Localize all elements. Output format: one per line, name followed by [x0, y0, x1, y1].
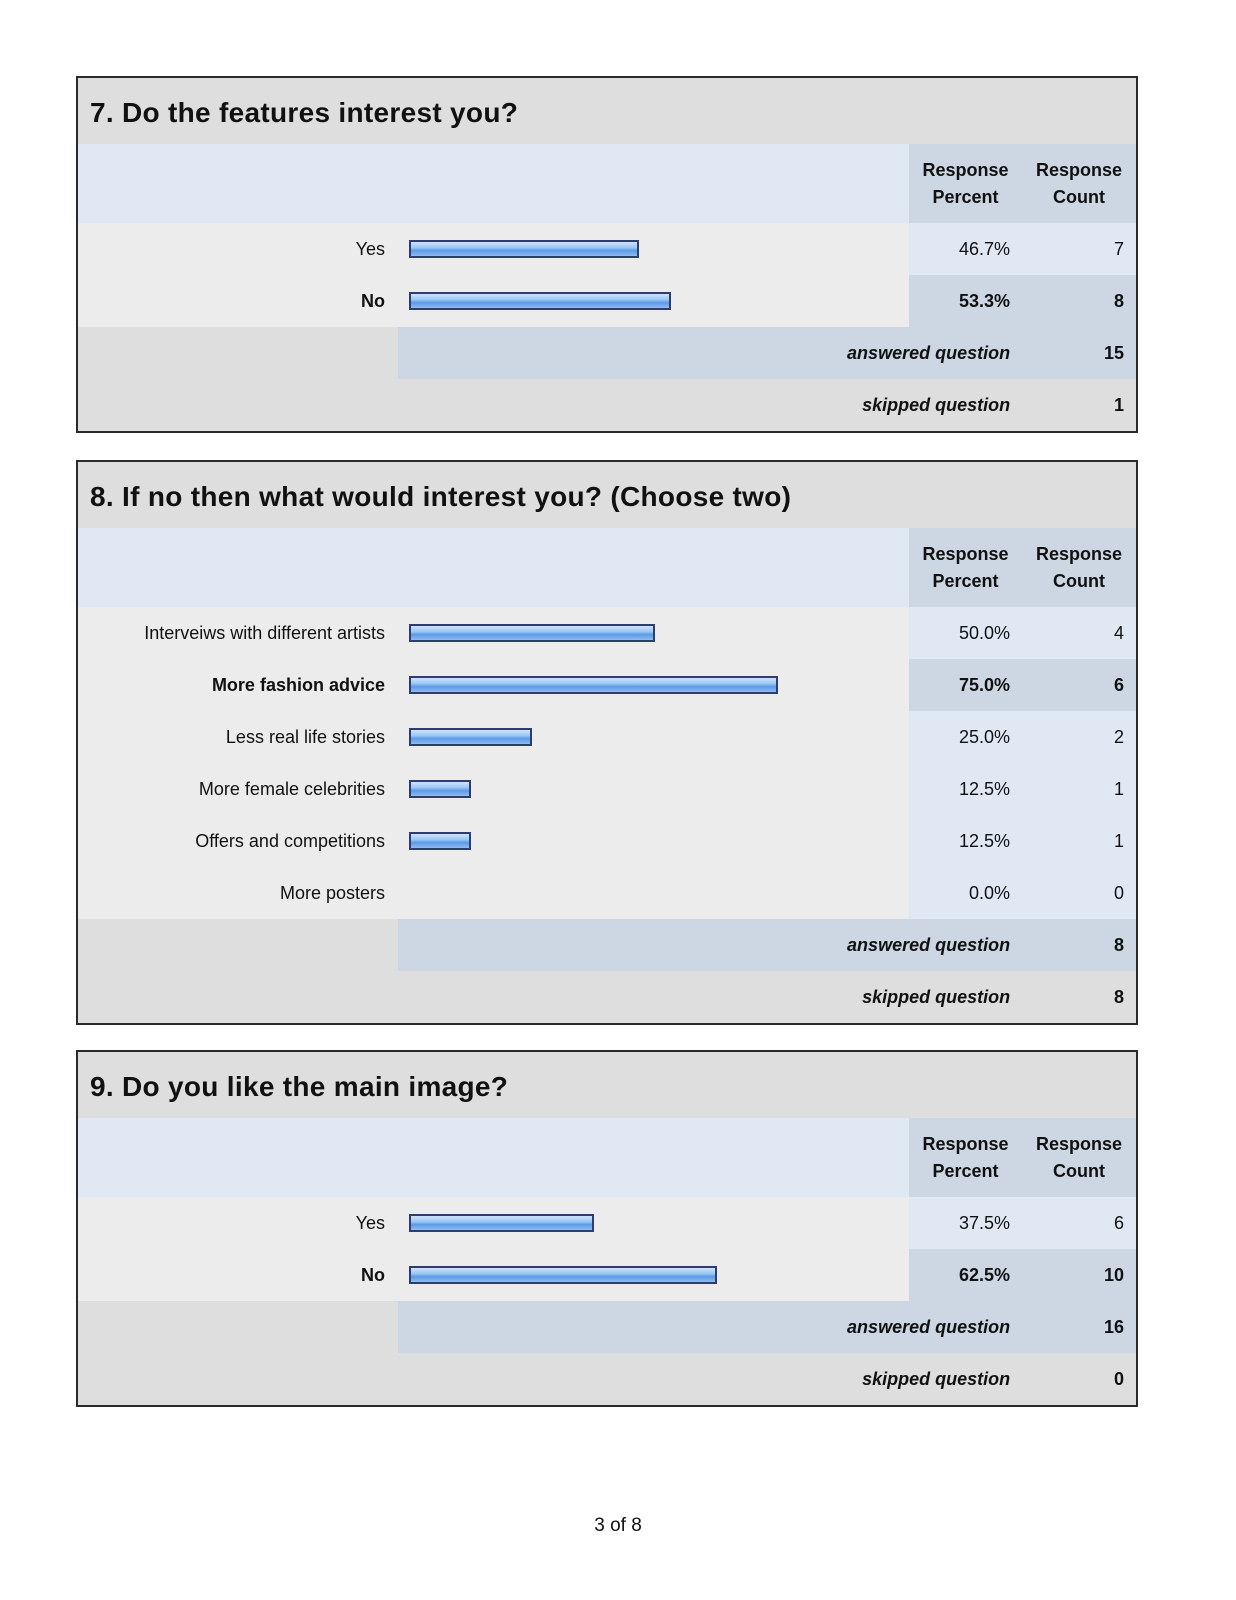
response-count: 6 — [1022, 1197, 1136, 1249]
response-header — [78, 1118, 1136, 1197]
answer-row — [78, 1249, 1136, 1301]
answered-count: 16 — [1022, 1301, 1136, 1353]
question-title: 7. Do the features interest you? — [78, 78, 1136, 144]
response-bar — [409, 1214, 594, 1232]
answer-label: More fashion advice — [78, 659, 398, 711]
skipped-row — [78, 971, 1136, 1023]
response-percent-header: Response Percent — [909, 528, 1022, 607]
response-count-header: Response Count — [1022, 144, 1136, 223]
skipped-count: 1 — [1022, 379, 1136, 431]
answered-label: answered question — [398, 327, 1022, 379]
answer-label: Yes — [78, 1197, 398, 1249]
response-count: 2 — [1022, 711, 1136, 763]
answered-row — [78, 1301, 1136, 1353]
response-percent-header: Response Percent — [909, 144, 1022, 223]
response-percent: 12.5% — [909, 763, 1022, 815]
page-number: 3 of 8 — [594, 1515, 642, 1536]
answer-row — [78, 763, 1136, 815]
response-count: 8 — [1022, 275, 1136, 327]
answered-row — [78, 327, 1136, 379]
answer-label: No — [78, 1249, 398, 1301]
response-percent: 37.5% — [909, 1197, 1022, 1249]
response-bar — [409, 676, 778, 694]
response-percent: 0.0% — [909, 867, 1022, 919]
answer-row — [78, 815, 1136, 867]
response-bar — [409, 728, 532, 746]
answer-label: More female celebrities — [78, 763, 398, 815]
response-count-header: Response Count — [1022, 1118, 1136, 1197]
answered-label: answered question — [398, 919, 1022, 971]
response-header — [78, 528, 1136, 607]
response-percent: 75.0% — [909, 659, 1022, 711]
response-count: 6 — [1022, 659, 1136, 711]
skipped-row — [78, 379, 1136, 431]
response-count: 7 — [1022, 223, 1136, 275]
skipped-row — [78, 1353, 1136, 1405]
response-count: 10 — [1022, 1249, 1136, 1301]
answer-row — [78, 659, 1136, 711]
question-title: 8. If no then what would interest you? (Choose two) — [78, 462, 1136, 528]
response-bar — [409, 240, 639, 258]
answer-label: More posters — [78, 867, 398, 919]
answered-row — [78, 919, 1136, 971]
question-9-panel — [76, 1050, 1138, 1407]
answer-row — [78, 275, 1136, 327]
response-bar — [409, 780, 471, 798]
response-percent: 53.3% — [909, 275, 1022, 327]
question-7-panel — [76, 76, 1138, 433]
response-bar — [409, 1266, 717, 1284]
answer-row — [78, 1197, 1136, 1249]
skipped-count: 8 — [1022, 971, 1136, 1023]
answer-label: No — [78, 275, 398, 327]
answer-row — [78, 223, 1136, 275]
response-bar — [409, 832, 471, 850]
response-percent: 62.5% — [909, 1249, 1022, 1301]
answered-label: answered question — [398, 1301, 1022, 1353]
question-title: 9. Do you like the main image? — [78, 1052, 1136, 1118]
response-count: 1 — [1022, 763, 1136, 815]
skipped-label: skipped question — [398, 1353, 1022, 1405]
skipped-label: skipped question — [398, 379, 1022, 431]
response-count-header: Response Count — [1022, 528, 1136, 607]
answer-label: Interveiws with different artists — [78, 607, 398, 659]
response-percent: 25.0% — [909, 711, 1022, 763]
response-percent: 50.0% — [909, 607, 1022, 659]
response-count: 1 — [1022, 815, 1136, 867]
skipped-label: skipped question — [398, 971, 1022, 1023]
question-8-panel — [76, 460, 1138, 1025]
answer-row — [78, 607, 1136, 659]
response-count: 4 — [1022, 607, 1136, 659]
response-percent: 46.7% — [909, 223, 1022, 275]
answer-row — [78, 867, 1136, 919]
response-percent-header: Response Percent — [909, 1118, 1022, 1197]
answered-count: 15 — [1022, 327, 1136, 379]
response-bar — [409, 624, 655, 642]
response-count: 0 — [1022, 867, 1136, 919]
answer-row — [78, 711, 1136, 763]
answer-label: Less real life stories — [78, 711, 398, 763]
response-header — [78, 144, 1136, 223]
response-percent: 12.5% — [909, 815, 1022, 867]
answer-label: Offers and competitions — [78, 815, 398, 867]
skipped-count: 0 — [1022, 1353, 1136, 1405]
answered-count: 8 — [1022, 919, 1136, 971]
answer-label: Yes — [78, 223, 398, 275]
response-bar — [409, 292, 671, 310]
